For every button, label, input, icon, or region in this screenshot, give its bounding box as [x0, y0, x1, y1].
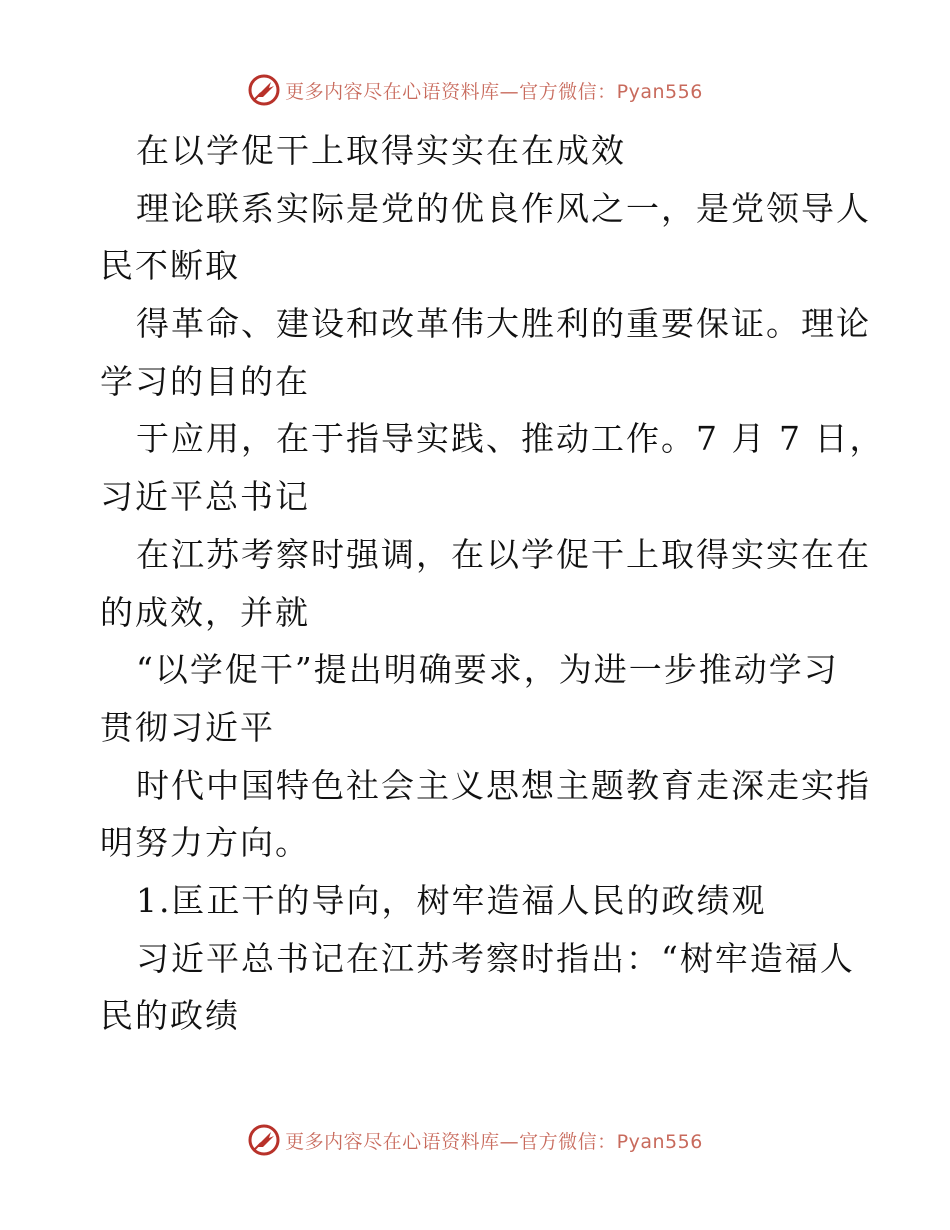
- document-body: [100, 122, 885, 1045]
- paragraph-line: 民不断取: [100, 246, 240, 286]
- paragraph-line: 民的政绩: [100, 996, 240, 1036]
- paragraph-line: 理论联系实际是党的优良作风之一，是党领导人: [136, 188, 871, 228]
- subsection-heading: 1.匡正干的导向，树牢造福人民的政绩观: [136, 880, 767, 920]
- paragraph-line: 明努力方向。: [100, 823, 310, 863]
- paragraph-line: 于应用，在于指导实践、推动工作。7 月 7 日，: [136, 419, 885, 459]
- footer-watermark-text: 更多内容尽在心语资料库—官方微信：Pyan556: [285, 1130, 703, 1153]
- paragraph-line: 在江苏考察时强调，在以学促干上取得实实在在: [136, 534, 871, 574]
- paragraph-line: 贯彻习近平: [100, 707, 275, 747]
- paragraph-line: 的成效，并就: [100, 592, 310, 632]
- paragraph-line: 习近平总书记: [100, 477, 310, 517]
- footer-watermark: [0, 1120, 950, 1160]
- feather-circle-logo-icon: [247, 73, 281, 107]
- feather-circle-logo-icon: [247, 1123, 281, 1157]
- paragraph-line: “以学促干”提出明确要求，为进一步推动学习: [136, 650, 839, 690]
- paragraph-line: 学习的目的在: [100, 361, 310, 401]
- section-title: 在以学促干上取得实实在在成效: [136, 131, 626, 170]
- header-watermark-text: 更多内容尽在心语资料库—官方微信：Pyan556: [285, 80, 703, 103]
- header-watermark: [0, 70, 950, 110]
- paragraph-line: 习近平总书记在江苏考察时指出：“树牢造福人: [136, 938, 855, 978]
- paragraph-line: 得革命、建设和改革伟大胜利的重要保证。理论: [136, 304, 871, 344]
- paragraph-line: 时代中国特色社会主义思想主题教育走深走实指: [136, 765, 871, 805]
